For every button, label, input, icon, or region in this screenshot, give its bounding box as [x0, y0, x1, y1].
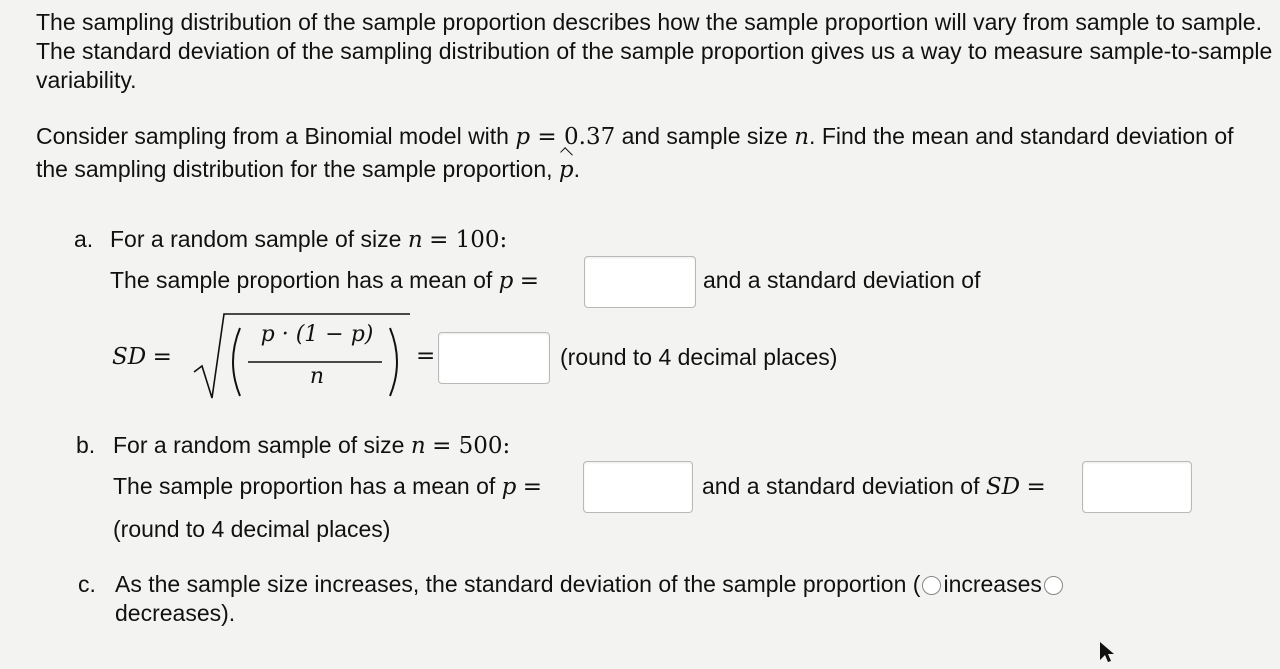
increases-option-label[interactable]: increases — [943, 571, 1042, 597]
mouse-pointer-icon — [1098, 640, 1116, 664]
part-a-marker: a. — [74, 226, 94, 252]
decreases-option-label[interactable]: decreases). — [115, 600, 236, 626]
statement-end: . — [573, 156, 581, 182]
part-b-sd-text: and a standard deviation of — [702, 473, 986, 499]
part-b-sd-input[interactable] — [1082, 461, 1192, 513]
part-b-p-variable: p — [501, 474, 517, 500]
part-b-equals: = — [522, 474, 543, 500]
part-b-sample-text: For a random sample of size — [113, 432, 411, 458]
part-a-mean-text: The sample proportion has a mean of — [110, 267, 499, 293]
part-b-n-variable: n — [410, 433, 426, 459]
part-a-n-value: = 100: — [429, 227, 508, 253]
statement-text-2: and sample size — [615, 123, 795, 149]
intro-paragraph: The sampling distribution of the sample proportion describes how the sample proportion will vary from sample to sample. The standard deviation of the sampling distribution of the sample proportion gives us a way to measure sample-to-sample variability. — [36, 9, 1273, 93]
part-b-mean-line — [113, 473, 542, 500]
part-a-sample-text: For a random sample of size — [110, 226, 408, 252]
p-hat-symbol: p — [559, 154, 574, 186]
part-a-p-variable: p — [498, 268, 514, 294]
part-b-marker: b. — [76, 432, 96, 458]
part-b-round-note: (round to 4 decimal places) — [113, 516, 391, 542]
sd-label — [112, 343, 172, 370]
part-b-n-value: = 500: — [432, 433, 511, 459]
statement-text: Consider sampling from a Binomial model with — [36, 123, 516, 149]
part-a-mean-input[interactable] — [584, 256, 696, 308]
statement-text-3: . Find the mean and standard deviation of the sampling distribution for the sample proportion, — [36, 123, 1234, 182]
part-b-mean-text: The sample proportion has a mean of — [113, 473, 502, 499]
formula-equals: = — [416, 343, 436, 369]
equals-sign: = — [530, 124, 565, 150]
decreases-radio[interactable] — [1044, 576, 1063, 595]
part-a-sd-text: and a standard deviation of — [703, 267, 981, 293]
part-a-equals: = — [519, 268, 540, 294]
part-a-sample-line — [110, 226, 507, 253]
part-b-sd-equals: = — [1026, 474, 1046, 500]
part-b-sample-line — [113, 432, 510, 459]
part-c-text: As the sample size increases, the standard deviation of the sample proportion ( — [115, 571, 921, 597]
part-b-sd-symbol: SD — [985, 474, 1021, 500]
part-a-sd-input[interactable] — [438, 332, 550, 384]
part-a-round-note: (round to 4 decimal places) — [560, 344, 838, 370]
part-c-marker: c. — [78, 571, 96, 597]
p-variable: p — [515, 124, 531, 150]
problem-statement — [36, 120, 1256, 186]
p-value: 0.37 — [564, 124, 616, 150]
formula-denominator: n — [309, 364, 325, 389]
n-variable: n — [794, 124, 810, 150]
increases-radio[interactable] — [922, 576, 941, 595]
part-a-n-variable: n — [407, 227, 423, 253]
sd-symbol: SD — [112, 344, 147, 370]
part-c-line — [115, 571, 1065, 598]
part-a-mean-line — [110, 267, 539, 294]
part-b-mean-input[interactable] — [583, 461, 693, 513]
formula-numerator: p · (1 − p) — [260, 322, 374, 347]
part-b-sd-line — [702, 473, 1046, 500]
sd-equals: = — [152, 344, 172, 370]
